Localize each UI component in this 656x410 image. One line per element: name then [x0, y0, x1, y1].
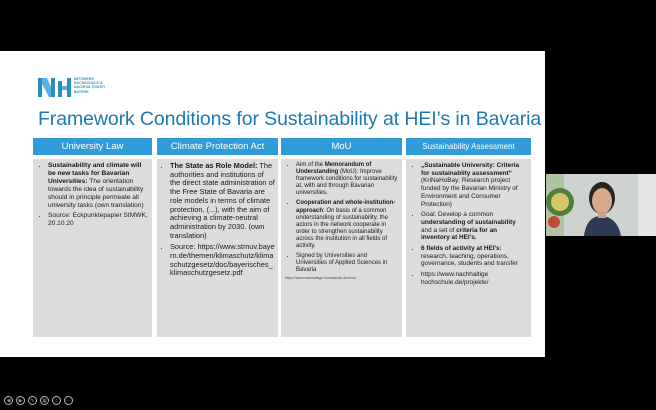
zoom-icon[interactable]: ⌕	[52, 396, 61, 405]
column-header: MoU	[281, 138, 402, 155]
footnote-link[interactable]: https://www.nachhaltige-hochschule.de/mou/	[285, 276, 357, 281]
column-body	[406, 159, 531, 337]
column-header: Climate Protection Act	[157, 138, 278, 155]
gallery-icon[interactable]: ▦	[40, 396, 49, 405]
column-university-law	[33, 138, 152, 337]
list-item: • Cooperation and whole-institution-approach: On basis of a common understanding of sustainability, the actors in the network cooperate in order to strengthen sustainability across the institution in all fields of activity.	[296, 200, 398, 250]
column-header: Sustainability Assessment	[406, 138, 531, 155]
list-item: • Sustainability and climate will be new tasks for Bavarian Universities: The orientation towards the idea of sustainability should in principle permeate all university tasks (own translation)	[48, 162, 148, 209]
logo-mark-icon	[38, 75, 71, 99]
more-icon[interactable]: ⋯	[66, 397, 71, 404]
list-item: • Source: https://www.stmuv.bayern.de/themen/klimaschutz/klimaschutzgesetz/doc/bayerisches_klimaschutzgesetz.pdf	[170, 243, 275, 278]
column-climate-protection-act	[157, 138, 278, 337]
list-item: • „Sustainable University: Criteria for sustainablity assessment“ (KriNaHoBay; Research project funded by the Bavarian Ministry of Environment and Consumer Protection)	[421, 162, 527, 208]
list-item: • The State as Role Model: The authorities and institutions of the direct state administration of the Free State of Bavaria are role models in terms of climate protection, (...), with the aim of achieving a climate-neutral administration by 2030. (own translation)	[170, 162, 275, 240]
presenter-video-icon	[546, 174, 656, 236]
previous-icon[interactable]: ◀	[4, 396, 13, 405]
slide-title: Framework Conditions for Sustainability at HEI’s in Bavaria	[38, 108, 542, 130]
slideshow-controls	[4, 395, 73, 405]
list-item: • Aim of the Memorandum of Understanding (MoU): Improve framework conditions for sustainability at, with and through Bavarian universities.	[296, 162, 398, 197]
column-header: University Law	[33, 138, 152, 155]
logo-text: NETZWERK HOCHSCHULE & NACHHALTIGKEIT BAYERN	[74, 77, 106, 94]
list-item: • Source: Eckpunktepapier StMWK, 20.10.20	[48, 212, 148, 228]
list-item: • Signed by Universities and Universities of Applied Sciences in Bavaria	[296, 253, 398, 274]
column-body	[281, 159, 402, 337]
column-body	[157, 159, 278, 337]
network-logo	[38, 75, 128, 101]
list-item: • 6 fields of activity at HEI’s: research, teaching, operations, governance, students and transfer	[421, 245, 527, 268]
column-mou	[281, 138, 402, 337]
list-item[interactable]: • https://www.nachhaltige hochschule.de/projekte/	[421, 271, 527, 286]
presentation-slide	[0, 51, 545, 404]
webcam-video	[546, 174, 656, 236]
column-body	[33, 159, 152, 337]
column-sustainability-assessment	[406, 138, 531, 337]
list-item: • Goal: Develop a common understanding of sustainability and a set of criteria for an inventory at HEI’s.	[421, 211, 527, 242]
next-icon[interactable]: ▶	[16, 396, 25, 405]
pen-icon[interactable]: ✎	[28, 396, 37, 405]
